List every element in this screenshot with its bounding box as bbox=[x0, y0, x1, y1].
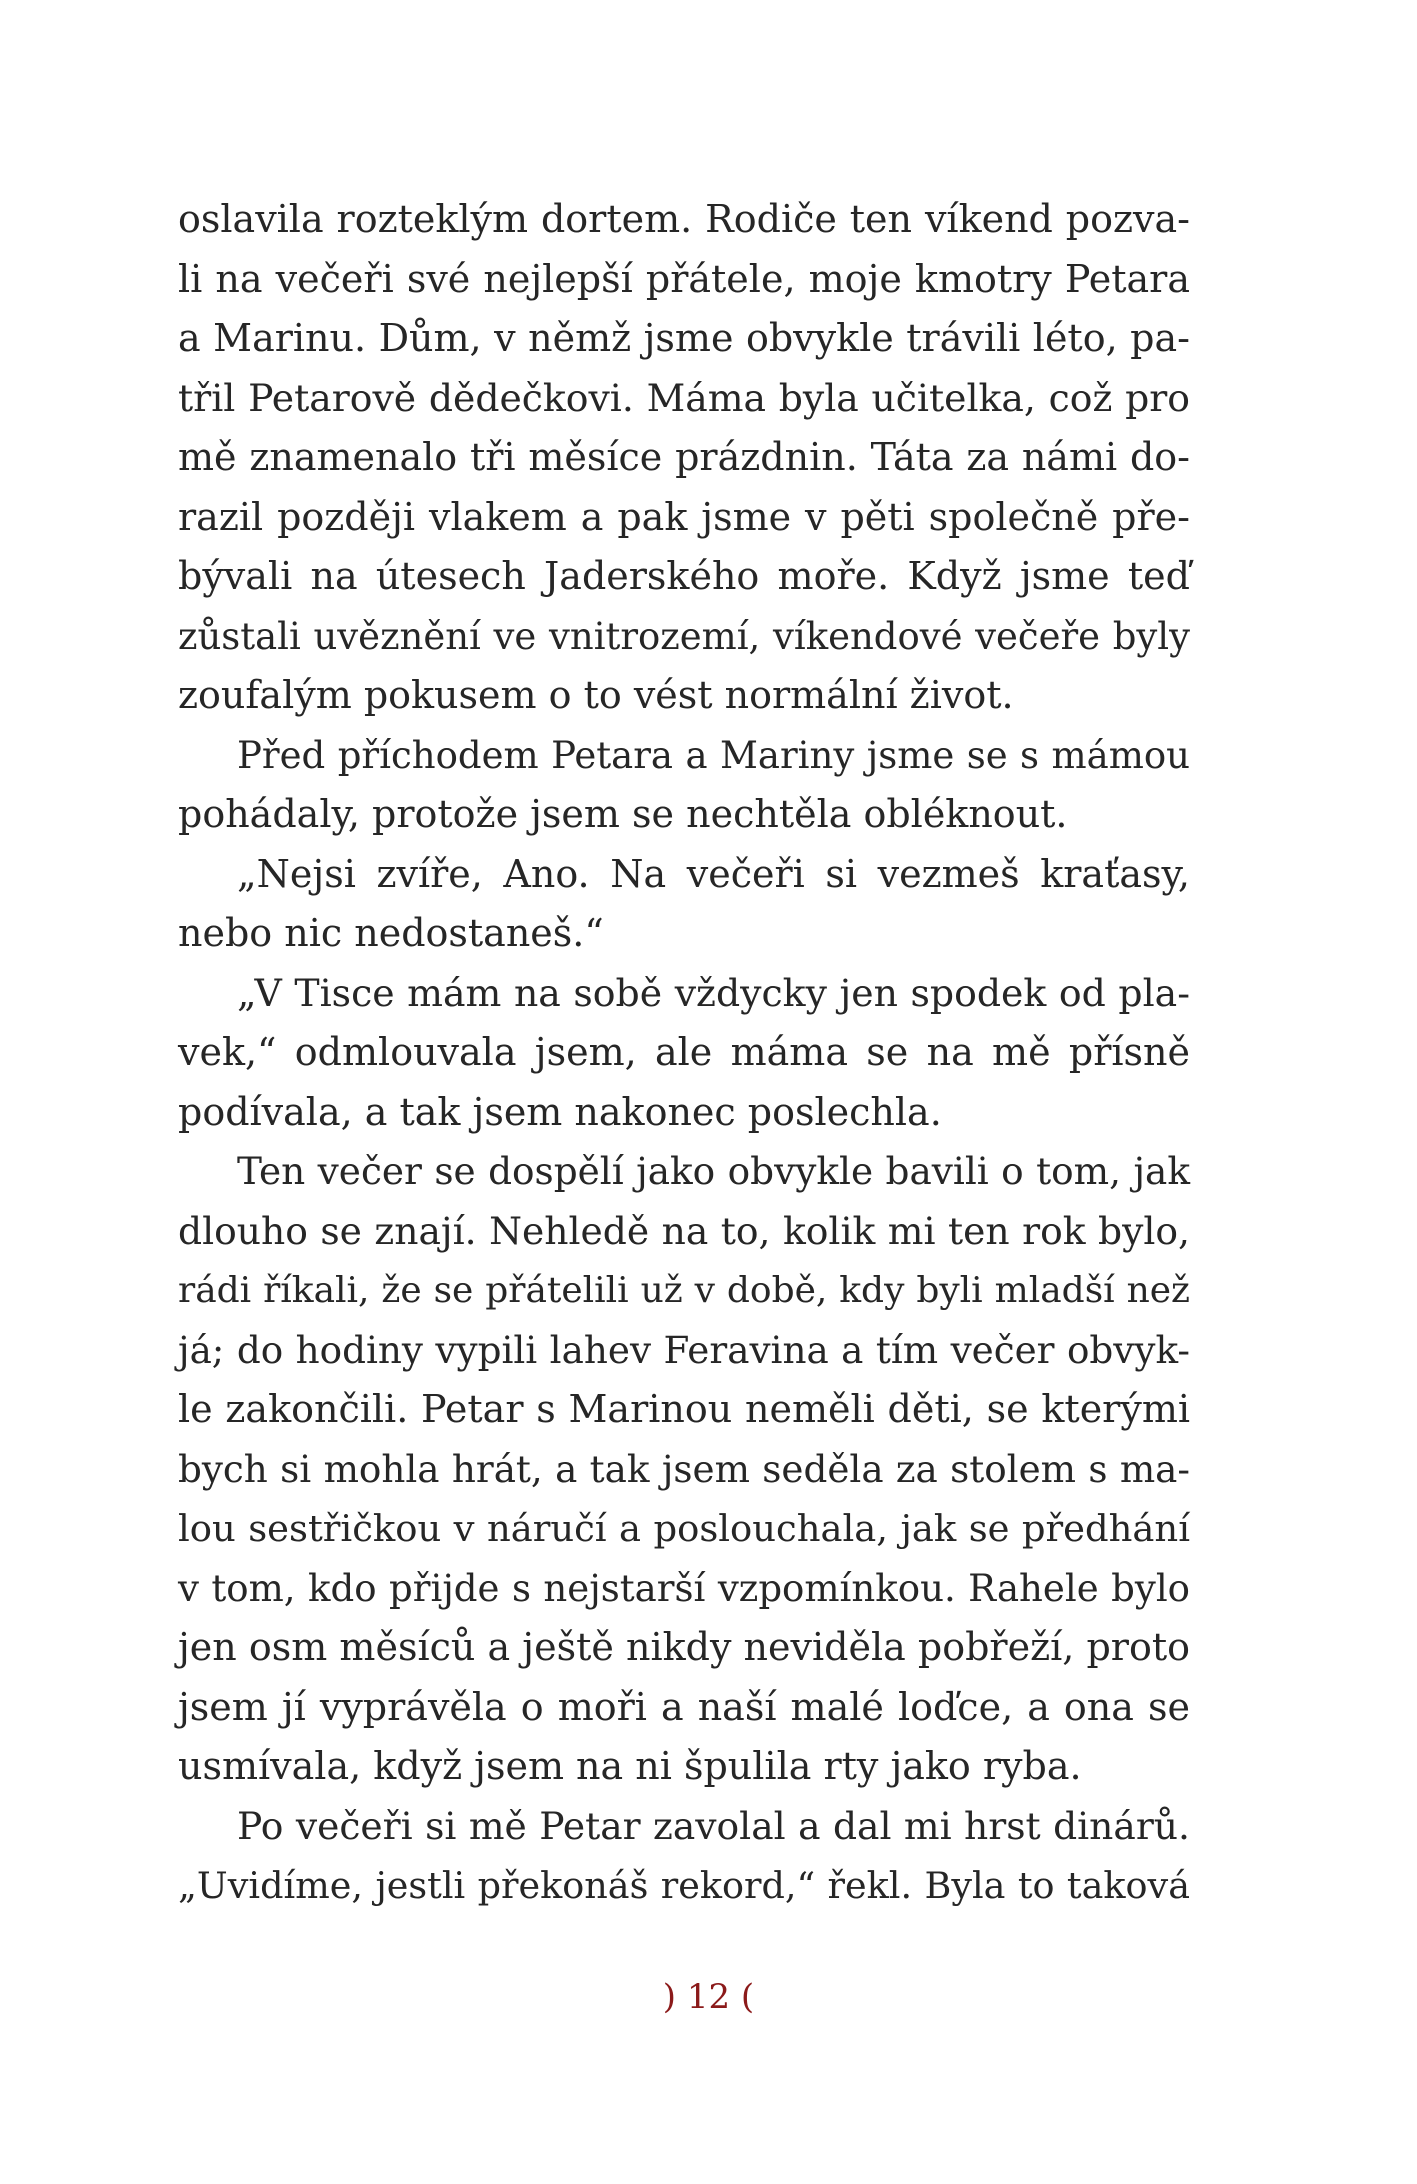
text-line: le zakončili. Petar s Marinou neměli děti, se kterými bbox=[178, 1387, 1190, 1431]
text-line: podívala, a tak jsem nakonec poslechla. bbox=[178, 1089, 942, 1134]
text-line: jen osm měsíců a ještě nikdy neviděla pobřeží, proto bbox=[178, 1625, 1190, 1669]
text-line: zůstali uvěznění ve vnitrozemí, víkendové večeře byly bbox=[178, 614, 1190, 658]
text-line: mě znamenalo tři měsíce prázdnin. Táta za námi do- bbox=[178, 435, 1190, 479]
text-line: razil později vlakem a pak jsme v pěti společně pře- bbox=[178, 494, 1190, 539]
text-line: „Uvidíme, jestli překonáš rekord,“ řekl. Byla to taková bbox=[178, 1864, 1190, 1907]
text-line: třil Petarově dědečkovi. Máma byla učitelka, což pro bbox=[178, 375, 1190, 420]
text-line: dlouho se znají. Nehledě na to, kolik mi ten rok bylo, bbox=[178, 1208, 1190, 1253]
text-line: bych si mohla hrát, a tak jsem seděla za stolem s ma- bbox=[178, 1446, 1190, 1491]
text-line: Po večeři si mě Petar zavolal a dal mi hrst dinárů. bbox=[237, 1803, 1190, 1848]
text-line: oslavila rozteklým dortem. Rodiče ten víkend pozva- bbox=[178, 197, 1190, 241]
text-line: Před příchodem Petara a Mariny jsme se s mámou bbox=[237, 733, 1190, 777]
text-line: lou sestřičkou v náručí a poslouchala, jak se předhání bbox=[178, 1507, 1190, 1550]
text-line: v tom, kdo přijde s nejstarší vzpomínkou. Rahele bylo bbox=[178, 1566, 1190, 1610]
page-number: ) 12 ( bbox=[662, 1977, 755, 2017]
text-line: „Nejsi zvíře, Ano. Na večeři si vezmeš kraťasy, bbox=[237, 851, 1190, 896]
text-line: já; do hodiny vypili lahev Feravina a tím večer obvyk- bbox=[178, 1327, 1190, 1372]
body-text bbox=[178, 190, 1190, 1916]
text-line: li na večeři své nejlepší přátele, moje kmotry Petara bbox=[178, 256, 1190, 301]
text-line: bývali na útesech Jaderského moře. Když jsme teď bbox=[178, 554, 1190, 598]
text-line: vek,“ odmlouvala jsem, ale máma se na mě přísně bbox=[178, 1030, 1190, 1074]
text-line: nebo nic nedostaneš.“ bbox=[178, 911, 604, 955]
text-line: jsem jí vyprávěla o moři a naší malé loďce, a ona se bbox=[178, 1684, 1190, 1729]
text-line: usmívala, když jsem na ni špulila rty jako ryba. bbox=[178, 1744, 1082, 1788]
text-line: zoufalým pokusem o to vést normální život. bbox=[178, 673, 1014, 717]
text-line: a Marinu. Dům, v němž jsme obvykle trávili léto, pa- bbox=[178, 316, 1190, 360]
text-line: „V Tisce mám na sobě vždycky jen spodek od pla- bbox=[237, 970, 1190, 1015]
text-line: rádi říkali, že se přátelili už v době, kdy byli mladší než bbox=[178, 1270, 1190, 1311]
text-line: Ten večer se dospělí jako obvykle bavili o tom, jak bbox=[237, 1149, 1190, 1193]
text-line: pohádaly, protože jsem se nechtěla obléknout. bbox=[178, 792, 1068, 836]
